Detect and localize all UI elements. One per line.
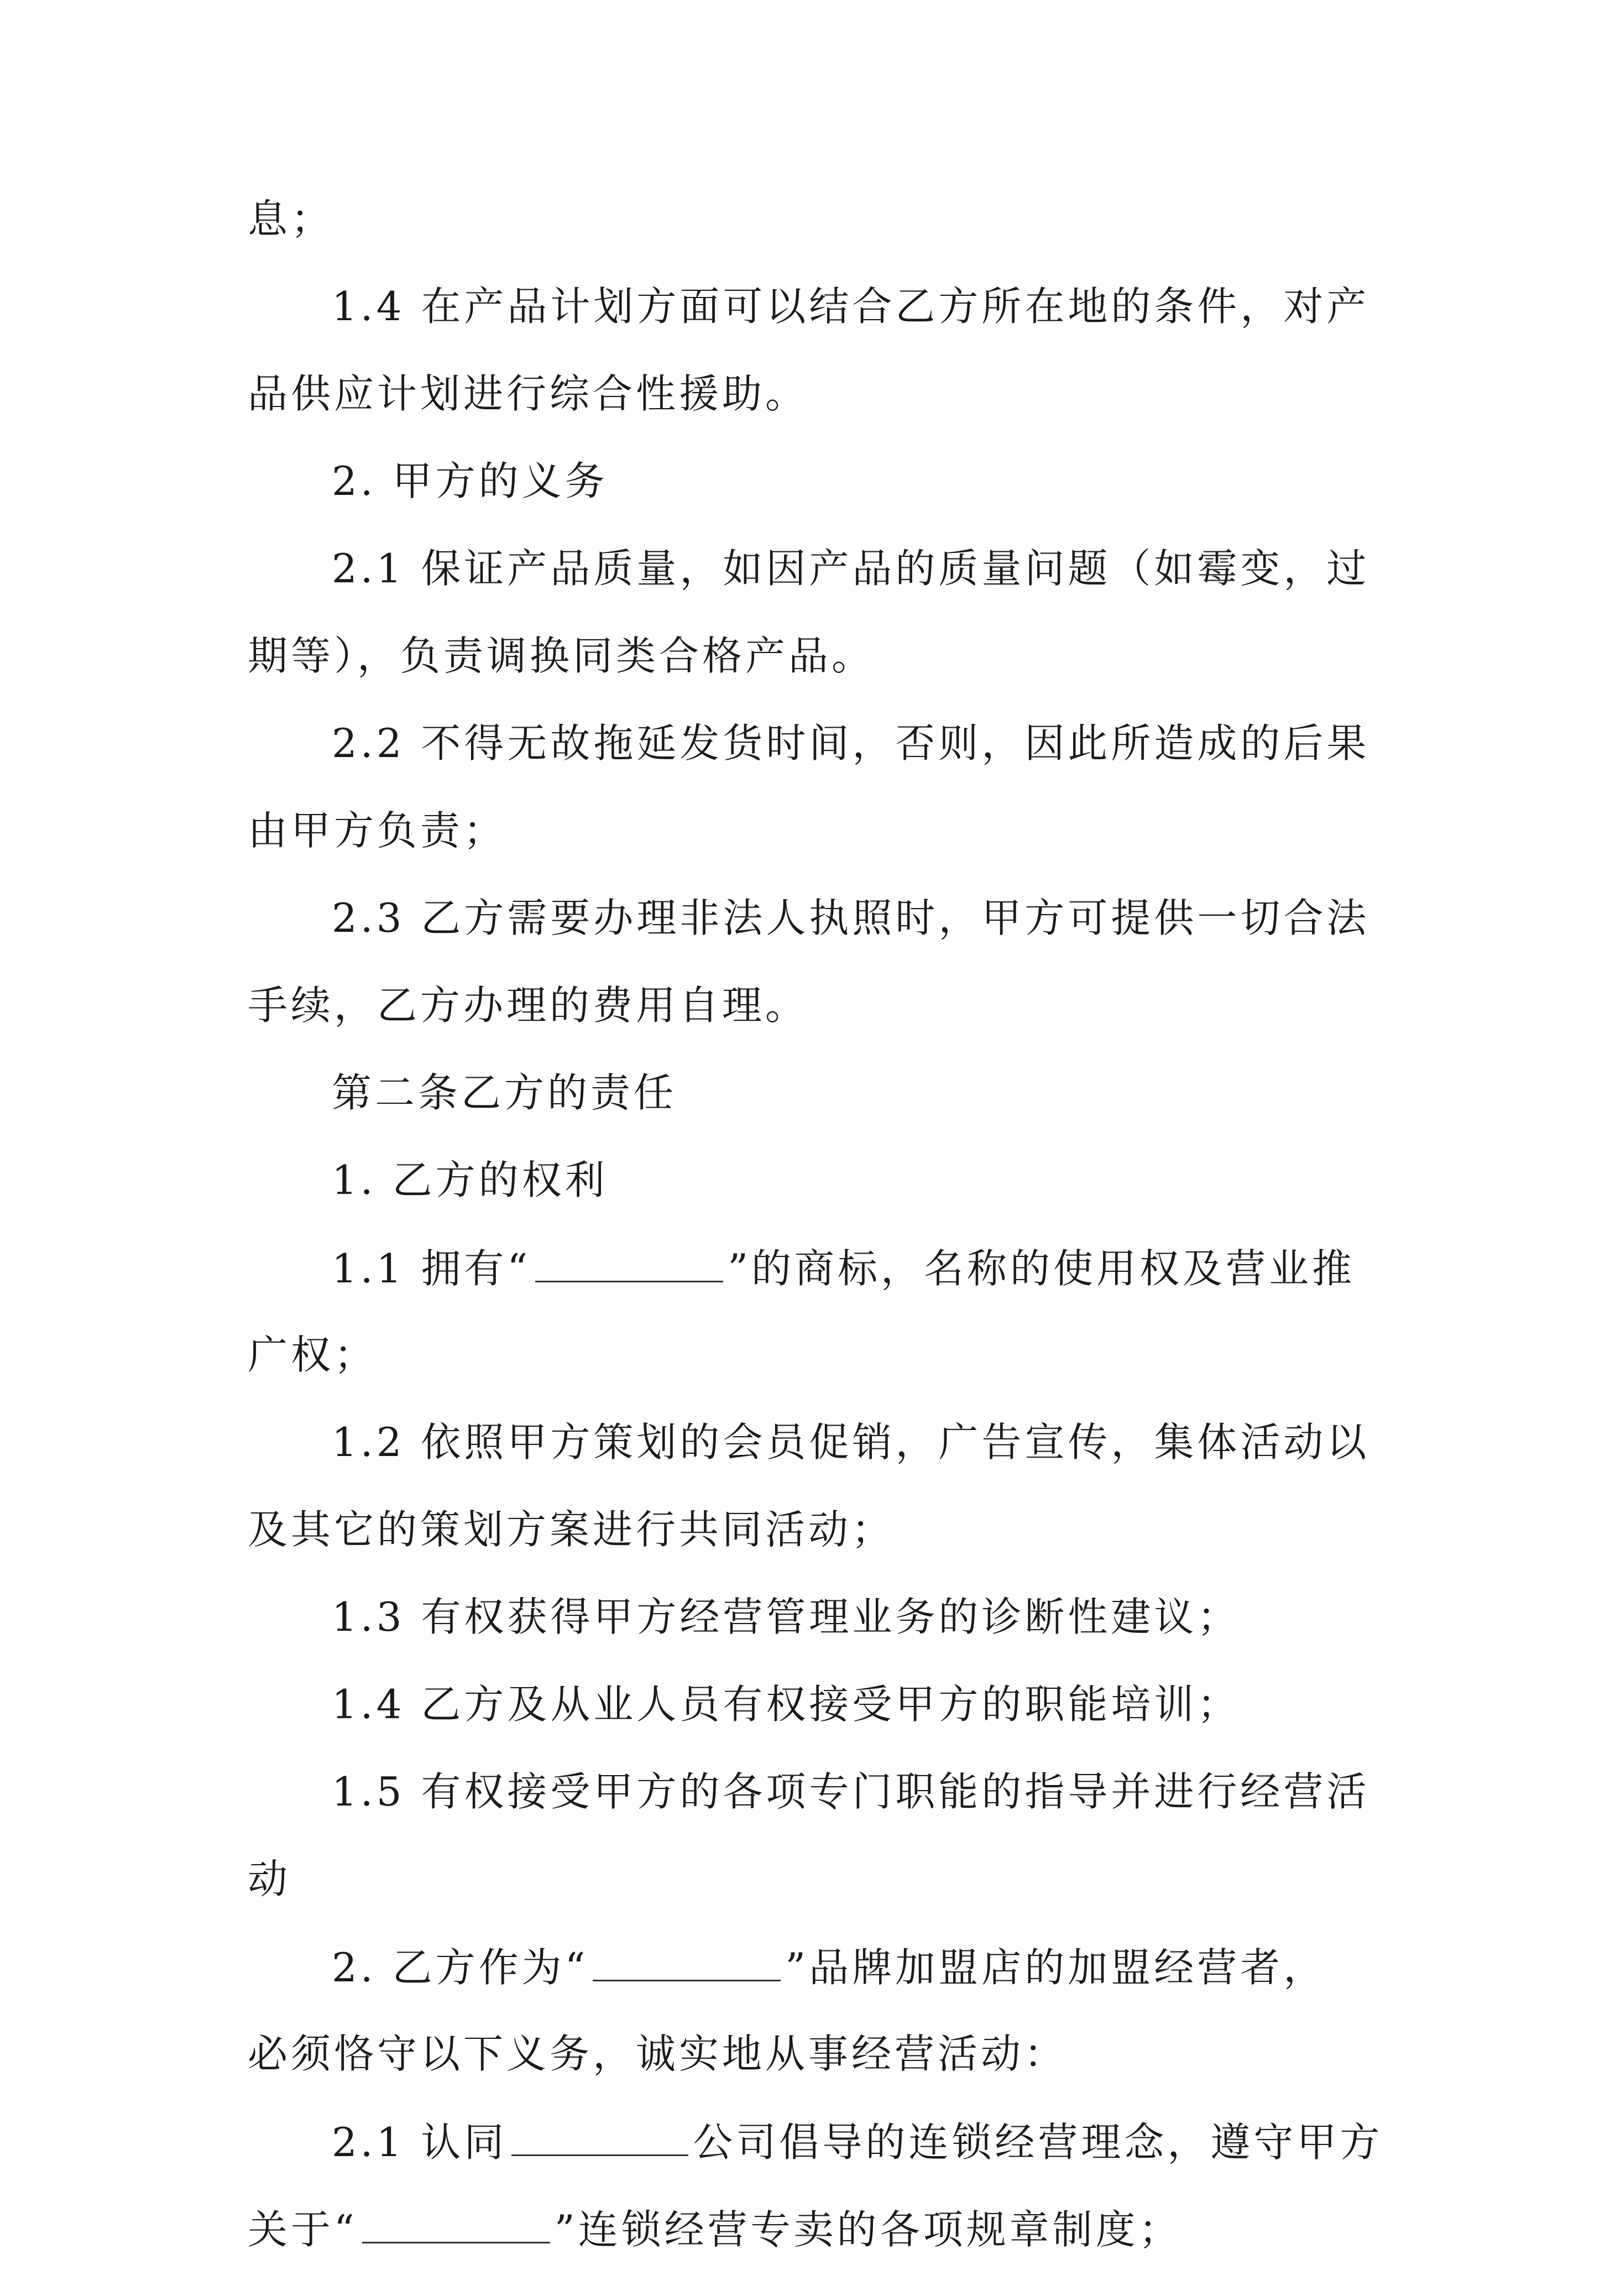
clause-2-1: 2.1 保证产品质量，如因产品的质量问题（如霉变，过 [332,545,1370,592]
blank-field [362,2209,550,2243]
clause-text-after: ”品牌加盟店的加盟经营者， [785,1944,1327,1991]
clause-text-before: 2. 乙方作为“ [332,1944,589,1991]
blank-field [511,2121,688,2156]
text-line: 及其它的策划方案进行共同活动； [248,1506,895,1553]
text-line: 品供应计划进行综合性援助。 [248,371,809,417]
clause-text-before: 关于“ [248,2206,358,2253]
blank-field [593,1947,781,1981]
section-heading-party-b-rights: 1. 乙方的权利 [332,1157,608,1203]
clause-text-before: 2.1 认同 [332,2119,508,2165]
text-line: 由甲方负责； [248,807,507,854]
clause-1-1 [248,1245,1370,1335]
clause-1-3: 1.3 有权获得甲方经营管理业务的诊断性建议； [332,1594,1241,1640]
text-line [248,2206,1370,2296]
text-line: 期等），负责调换同类合格产品。 [248,633,875,679]
document-page [248,196,1383,2296]
article-heading-party-b: 第二条乙方的责任 [332,1069,677,1116]
clause-2-3: 2.3 乙方需要办理非法人执照时，甲方可提供一切合法 [332,895,1370,941]
section-heading-party-a-obligations: 2. 甲方的义务 [332,458,608,504]
clause-1-4b: 1.4 乙方及从业人员有权接受甲方的职能培训； [332,1681,1241,1728]
text-line: 息； [248,196,334,242]
clause-text-after: ”的商标，名称的使用权及营业推 [728,1245,1356,1292]
text-line: 广权； [248,1332,378,1378]
text-line: 必须恪守以下义务，诚实地从事经营活动： [248,2031,1068,2077]
clause-text-after: 公司倡导的连锁经营理念，遵守甲方 [693,2119,1383,2165]
clause-text-after: ”连锁经营专卖的各项规章制度； [554,2206,1182,2253]
clause-text-before: 1.1 拥有“ [332,1245,531,1292]
clause-1-5: 1.5 有权接受甲方的各项专门职能的指导并进行经营活 [332,1768,1370,1815]
clause-1-2: 1.2 依照甲方策划的会员促销，广告宣传，集体活动以 [332,1419,1370,1465]
clause-2-2: 2.2 不得无故拖延发货时间，否则，因此所造成的后果 [332,720,1370,766]
text-line: 动 [248,1856,291,1902]
blank-field [535,1248,723,1282]
clause-1-4: 1.4 在产品计划方面可以结合乙方所在地的条件，对产 [332,283,1370,330]
clause-2-1b [248,2119,1383,2209]
section-heading-party-b-obligations [248,1944,1370,2034]
text-line: 手续，乙方办理的费用自理。 [248,982,809,1029]
